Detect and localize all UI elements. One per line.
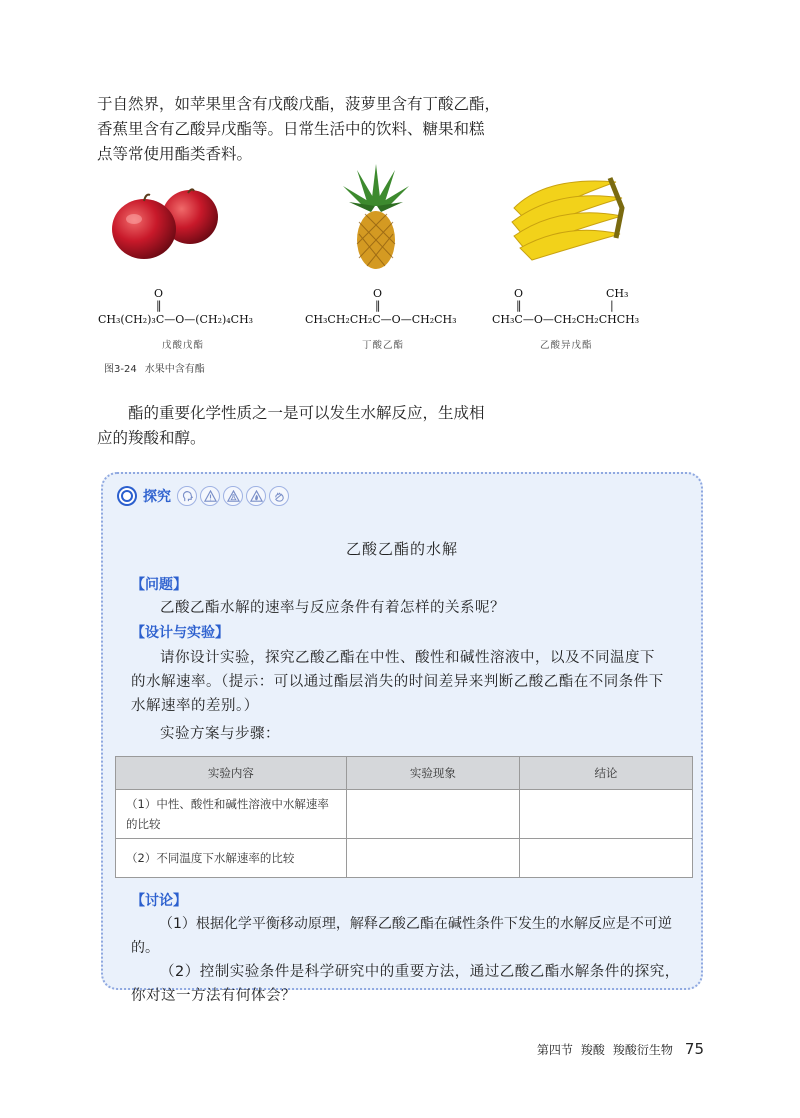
formula-isoamyl-acetate-o: O [514,287,524,300]
fire-triangle-icon [246,486,266,506]
footer-section: 第四节 [536,1042,573,1057]
hand-wash-icon [269,486,289,506]
skill-icons [177,486,289,506]
footer-topic-1: 羧酸 [580,1042,605,1057]
warning-triangle-icon [200,486,220,506]
table-header-row [116,757,693,790]
formula-name-ethyl-butanoate: 丁酸乙酯 [362,340,405,351]
explore-target-icon [117,486,137,506]
explore-box [101,472,703,1004]
explore-title: 乙酸乙酯的水解 [345,540,458,558]
head-profile-icon [177,486,197,506]
discuss-line-1: （1）根据化学平衡移动原理，解释乙酸乙酯在碱性条件下发生的水解反应是不可逆的。 [131,916,672,956]
figure-number: 图3-24 [104,364,137,375]
question-line: 乙酸乙酯水解的速率与反应条件有着怎样的关系呢？ [160,600,505,616]
question-text [131,596,691,620]
table-cell-conclusion[interactable] [519,839,692,878]
formula-name-isoamyl-acetate: 乙酸异戊酯 [540,340,593,351]
table-header-conclusion: 结论 [519,757,692,790]
table-cell-content: （1）中性、酸性和碱性溶液中水解速率的比较 [116,790,347,839]
flask-triangle-icon [223,486,243,506]
design-line-3: 水解速率的差别。） [131,698,259,714]
formula-isoamyl-acetate-branch: CH₃ [606,287,629,300]
property-line-1: 酯的重要化学性质之一是可以发生水解反应，生成相 [128,404,485,422]
page-number: 75 [684,1040,704,1058]
property-line-2: 应的羧酸和醇。 [97,429,206,447]
table-cell-content: （2）不同温度下水解速率的比较 [116,839,347,878]
intro-paragraph [97,92,517,167]
discuss-heading: 【讨论】 [131,893,187,909]
formula-ethyl-butanoate-bond: ‖ [375,299,381,312]
banana-image [506,168,626,268]
apple-image [108,185,220,260]
formula-ethyl-butanoate-o: O [373,287,383,300]
figure-caption [104,360,205,375]
intro-line-2: 香蕉里含有乙酸异戊酯等。日常生活中的饮料、糖果和糕 [97,120,485,138]
design-heading: 【设计与实验】 [131,625,229,641]
figure-caption-text: 水果中含有酯 [144,364,205,375]
design-line-2: 的水解速率。（提示：可以通过酯层消失的时间差异来判断乙酸乙酯在不同条件下 [131,674,664,690]
table-cell-conclusion[interactable] [519,790,692,839]
formula-ethyl-butanoate: CH₃CH₂CH₂C—O—CH₂CH₃ [305,313,457,326]
formula-pentyl-pentanoate: CH₃(CH₂)₃C—O—(CH₂)₄CH₃ [98,313,254,326]
plan-label: 实验方案与步骤： [160,726,280,742]
discuss-text [131,912,691,1008]
formula-isoamyl-acetate-branch-bond: | [610,299,614,312]
page-footer [537,1040,704,1058]
question-heading: 【问题】 [131,577,187,593]
design-text [131,646,691,746]
intro-line-1: 于自然界，如苹果里含有戊酸戊酯，菠萝里含有丁酸乙酯， [97,95,501,113]
footer-topic-2: 羧酸衍生物 [612,1042,673,1057]
design-line-1: 请你设计实验，探究乙酸乙酯在中性、酸性和碱性溶液中，以及不同温度下 [160,650,655,666]
explore-header [117,486,289,506]
experiment-table [115,756,693,878]
formula-isoamyl-acetate: CH₃C—O—CH₂CH₂CHCH₃ [492,313,640,326]
discuss-line-2: （2）控制实验条件是科学研究中的重要方法，通过乙酸乙酯水解条件的探究， [160,964,680,980]
formula-name-pentyl-pentanoate: 戊酸戊酯 [162,340,205,351]
formula-pentyl-pentanoate-o: O [154,287,164,300]
intro-line-3: 点等常使用酯类香料。 [97,145,253,163]
discuss-line-3: 你对这一方法有何体会？ [131,988,296,1004]
table-cell-phenomenon[interactable] [346,790,519,839]
property-paragraph [97,401,517,451]
formula-pentyl-pentanoate-bond: ‖ [156,299,162,312]
table-header-content: 实验内容 [116,757,347,790]
table-row [116,839,693,878]
explore-label: 探究 [143,489,171,505]
table-row [116,790,693,839]
formula-isoamyl-acetate-bond: ‖ [516,299,522,312]
pineapple-image [337,160,415,272]
table-header-phenomenon: 实验现象 [346,757,519,790]
table-cell-phenomenon[interactable] [346,839,519,878]
